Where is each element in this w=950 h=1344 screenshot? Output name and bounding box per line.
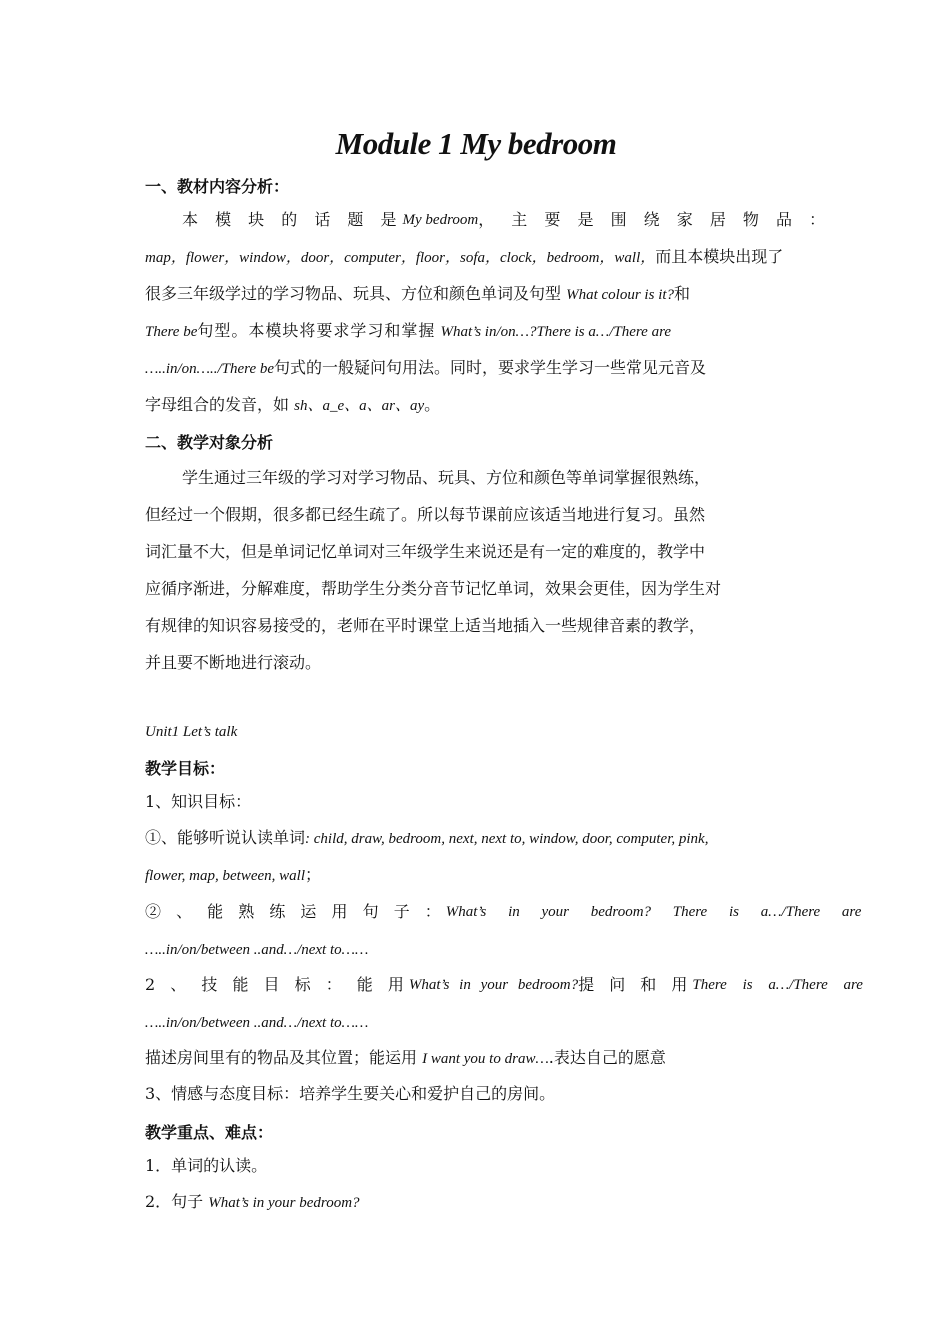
- text: ② 、 能 熟 练 运 用 句 子 ：: [145, 902, 446, 921]
- text: 2．句子: [145, 1192, 204, 1211]
- paragraph-line: [145, 1011, 807, 1034]
- page-title: Module 1 My bedroom: [335, 126, 617, 161]
- text: ；: [305, 865, 322, 884]
- text: …..in/on…../There be: [145, 361, 275, 377]
- paragraph-line: [145, 320, 807, 343]
- text: 字母组合的发音，如: [145, 395, 290, 414]
- text: ， 主 要 是 围 绕 家 居 物 品 ：: [478, 210, 832, 229]
- paragraph-line: [145, 209, 832, 231]
- paragraph-line: [145, 901, 862, 923]
- text: : child, draw, bedroom, next, next to, window, door, computer, pink,: [305, 831, 709, 847]
- text: My bedroom: [402, 212, 479, 228]
- focus-item: [145, 1191, 807, 1214]
- text: I want you to draw…: [422, 1051, 549, 1067]
- focus-heading: 教学重点、难点：: [145, 1123, 274, 1142]
- paragraph-line: [145, 827, 807, 850]
- text: 而且本模块出现了: [655, 247, 784, 266]
- text: ①、能够听说认读单词: [145, 828, 306, 847]
- paragraph-line: [145, 974, 863, 996]
- paragraph-line: 有规律的知识容易接受的，老师在平时课堂上适当地插入一些规律音素的教学，: [145, 616, 706, 635]
- goals-heading: 教学目标：: [145, 759, 226, 778]
- text: .表达自己的愿意: [548, 1048, 666, 1067]
- paragraph-line: [145, 283, 807, 306]
- focus-item: 1．单词的认读。: [145, 1156, 268, 1175]
- text: sh、a_e、a、ar、ay: [294, 398, 425, 414]
- text: What’s in your bedroom? There is a…/There are: [445, 904, 862, 920]
- paragraph-line: [145, 246, 807, 269]
- text: What colour is it?: [566, 287, 675, 303]
- section-heading-student-analysis: 二、教学对象分析: [145, 433, 274, 452]
- affective-goal: 3、情感与态度目标：培养学生要关心和爱护自己的房间。: [145, 1084, 556, 1103]
- text: 。: [424, 395, 441, 414]
- paragraph-line: 应循序渐进，分解难度，帮助学生分类分音节记忆单词，效果会更佳，因为学生对: [145, 579, 722, 598]
- text: What’s in your bedroom?: [208, 1195, 360, 1211]
- text: 2 、 技 能 目 标 ： 能 用: [145, 975, 409, 994]
- paragraph-line: [145, 938, 807, 961]
- text: …..in/on/between ..and…/next to……: [145, 942, 369, 958]
- text: There be: [145, 324, 198, 340]
- paragraph-line: [145, 1047, 807, 1070]
- text: 句型。本模块将要求学习和掌握: [197, 321, 436, 340]
- paragraph-line: 并且要不断地进行滚动。: [145, 653, 322, 672]
- text: flower, map, between, wall: [145, 868, 305, 884]
- paragraph-line: 学生通过三年级的学习对学习物品、玩具、方位和颜色等单词掌握很熟练，: [182, 468, 711, 487]
- text: What’s in your bedroom?: [408, 977, 579, 993]
- text: 本 模 块 的 话 题 是: [182, 210, 403, 229]
- text: 和: [674, 284, 691, 303]
- text: …..in/on/between ..and…/next to……: [145, 1015, 369, 1031]
- text: 描述房间里有的物品及其位置；能运用: [145, 1048, 418, 1067]
- text: There is a…/There are: [692, 977, 863, 993]
- paragraph-line: 词汇量不大，但是单词记忆单词对三年级学生来说还是有一定的难度的，教学中: [145, 542, 706, 561]
- text: 很多三年级学过的学习物品、玩具、方位和颜色单词及句型: [145, 284, 562, 303]
- paragraph-line: [145, 357, 807, 380]
- text: 句式的一般疑问句用法。同时，要求学生学习一些常见元音及: [274, 358, 707, 377]
- paragraph-line: [145, 864, 807, 887]
- text: 提 问 和 用: [578, 975, 693, 994]
- paragraph-line: [145, 394, 807, 417]
- text: What’s in/on…?There is a…/There are: [440, 324, 672, 340]
- text: map，flower，window，door，computer，floor，sofa，clock，bedroom，wall，: [145, 250, 656, 266]
- section-heading-content-analysis: 一、教材内容分析：: [145, 177, 290, 196]
- knowledge-goal-title: 1、知识目标：: [145, 792, 252, 811]
- paragraph-line: 但经过一个假期，很多都已经生疏了。所以每节课前应该适当地进行复习。虽然: [145, 505, 706, 524]
- unit-title: Unit1 Let’s talk: [145, 724, 238, 740]
